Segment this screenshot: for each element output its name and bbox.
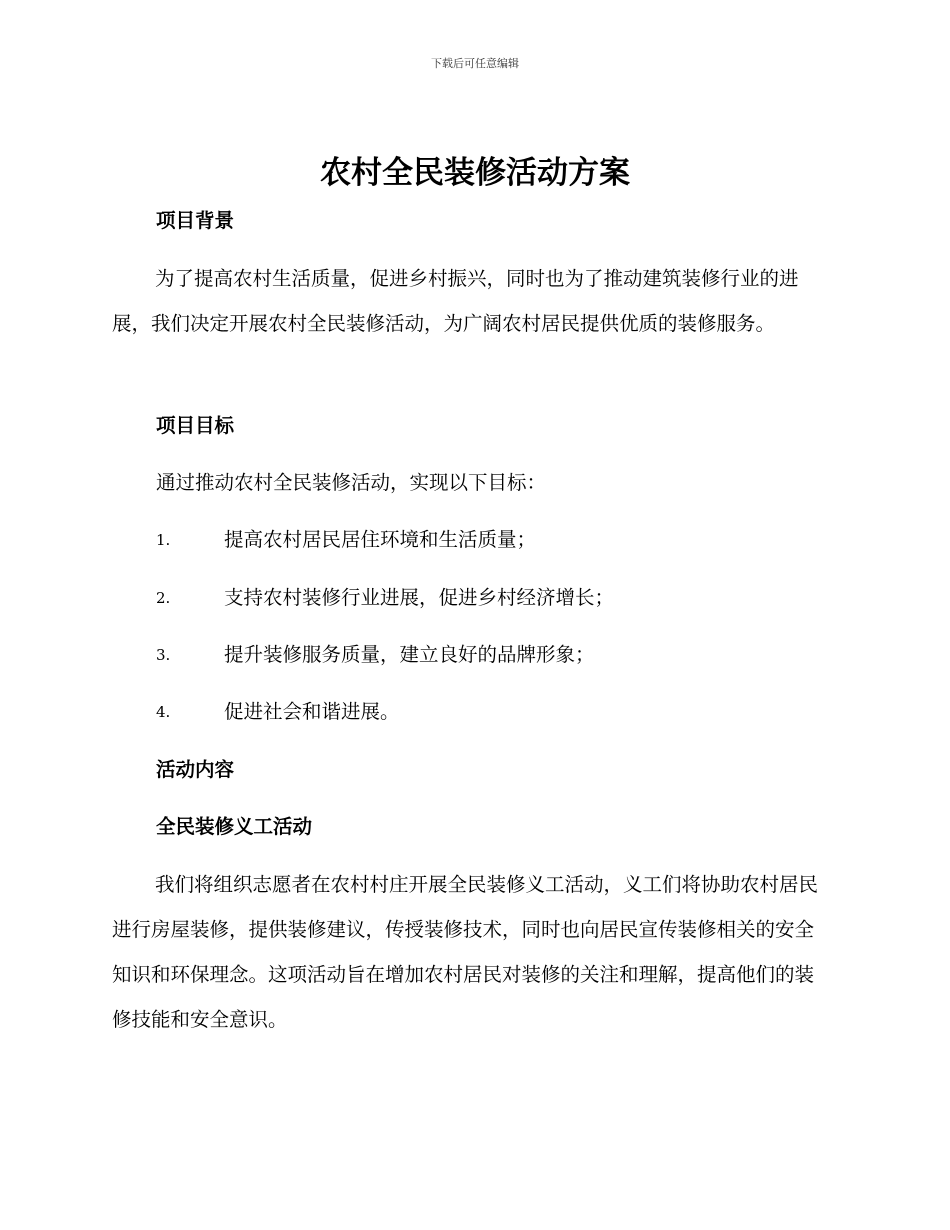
list-number: 2. bbox=[156, 589, 171, 607]
goals-intro: 通过推动农村全民装修活动，实现以下目标： bbox=[156, 471, 547, 494]
list-text: 提升装修服务质量，建立良好的品牌形象； bbox=[224, 643, 595, 666]
goal-list-item bbox=[156, 697, 816, 727]
goal-list-item bbox=[156, 640, 816, 670]
section-heading-goals: 项目目标 bbox=[156, 414, 235, 437]
goal-list-item bbox=[156, 583, 816, 613]
section-heading-background: 项目背景 bbox=[156, 209, 235, 232]
list-text: 支持农村装修行业进展，促进乡村经济增长； bbox=[224, 586, 615, 609]
document-title: 农村全民装修活动方案 bbox=[320, 155, 630, 191]
list-text: 提高农村居民居住环境和生活质量； bbox=[224, 528, 537, 551]
list-number: 1. bbox=[156, 531, 171, 549]
header-note: 下载后可任意编辑 bbox=[431, 57, 519, 70]
section-subheading-volunteer: 全民装修义工活动 bbox=[156, 815, 313, 838]
list-number: 4. bbox=[156, 703, 171, 721]
list-number: 3. bbox=[156, 646, 171, 664]
section-heading-content: 活动内容 bbox=[156, 758, 235, 781]
background-paragraph: 为了提高农村生活质量，促进乡村振兴，同时也为了推动建筑装修行业的进展，我们决定开展农村全民装修活动，为广阔农村居民提供优质的装修服务。 bbox=[112, 267, 799, 335]
content-paragraph: 我们将组织志愿者在农村村庄开展全民装修义工活动，义工们将协助农村居民进行房屋装修，提供装修建议，传授装修技术，同时也向居民宣传装修相关的安全知识和环保理念。这项活动旨在增加农村居民对装修的关注和理解，提高他们的装修技能和安全意识。 bbox=[112, 873, 819, 1031]
goal-list-item bbox=[156, 525, 816, 555]
list-text: 促进社会和谐进展。 bbox=[224, 700, 400, 723]
